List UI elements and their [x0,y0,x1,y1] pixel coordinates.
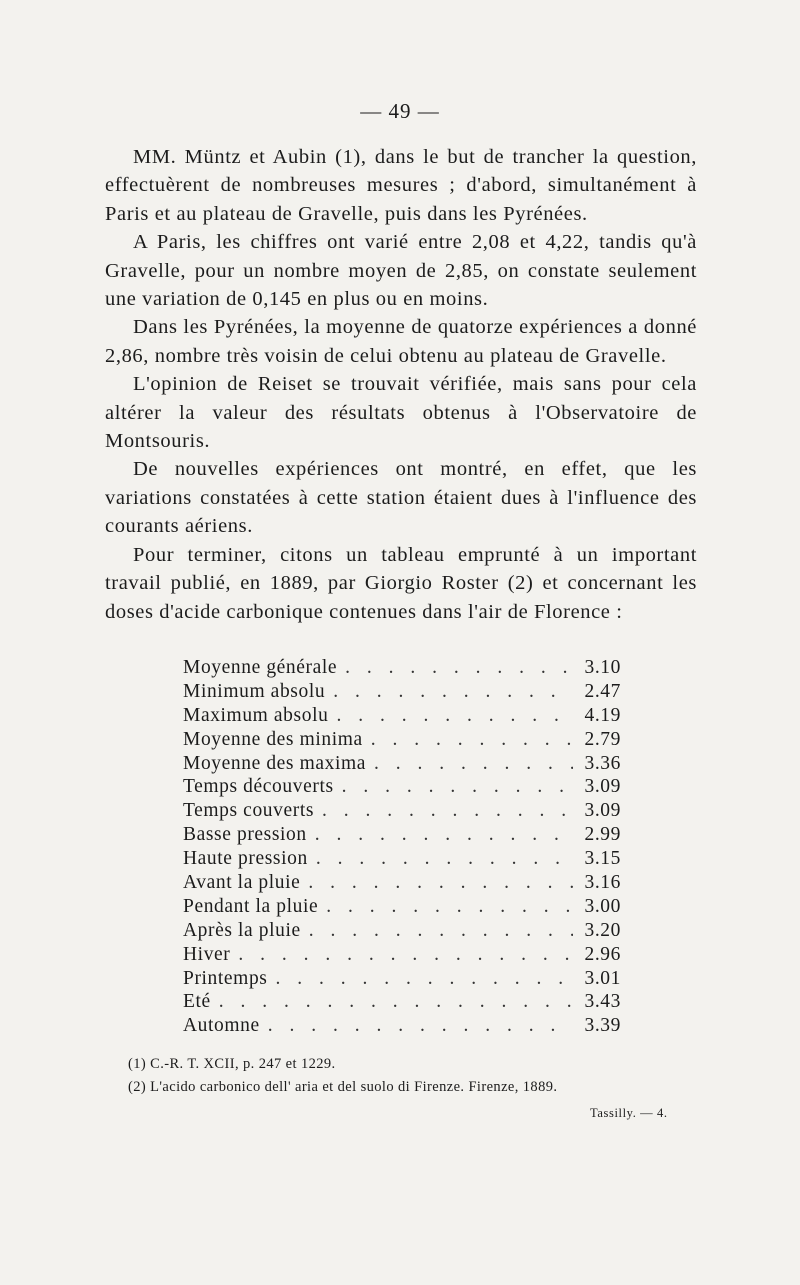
paragraph: A Paris, les chiffres ont varié entre 2,08 et 4,22, tandis qu'à Gravelle, pour un nombre moyen de 2,85, on constate seulement une variation de 0,145 en plus ou en moins. [105,231,697,311]
paragraph: Pour terminer, citons un tableau emprunté à un important travail publié, en 1889, par Giorgio Roster (2) et concernant les doses d'acide carbonique contenues dans l'air de Florence : [105,543,697,623]
row-label: Automne [183,1015,260,1037]
row-label: Haute pression [183,848,308,870]
dot-leader [238,944,573,966]
row-value: 2.99 [584,824,621,846]
footnote: (1) C.-R. T. XCII, p. 247 et 1229. [128,1056,336,1072]
dot-leader [345,657,573,679]
paragraph: De nouvelles expériences ont montré, en effet, que les variations constatées à cette station étaient dues à l'influence des courants aériens. [105,458,697,538]
paragraph: L'opinion de Reiset se trouvait vérifiée, mais sans pour cela altérer la valeur des résultats obtenus à l'Observatoire de Montsouris. [105,373,697,453]
row-label: Pendant la pluie [183,895,319,917]
table-row [183,920,621,944]
dot-leader [342,776,573,798]
dot-leader [333,681,573,703]
row-value: 2.47 [584,680,621,702]
row-value: 3.09 [584,800,621,822]
row-label: Minimum absolu [183,680,326,702]
table-row [183,1015,621,1039]
row-value: 3.43 [584,991,621,1013]
dot-leader [316,848,573,870]
printer-signature: Tassilly. — 4. [590,1106,668,1120]
row-value: 3.01 [584,967,621,989]
dot-leader [326,896,573,918]
table-row [183,896,621,920]
row-label: Avant la pluie [183,872,301,894]
table-row [183,681,621,705]
dot-leader [219,991,573,1013]
row-label: Après la pluie [183,919,301,941]
row-value: 3.09 [584,776,621,798]
dot-leader [308,872,573,894]
row-label: Temps couverts [183,800,315,822]
table-row [183,872,621,896]
row-label: Moyenne des minima [183,728,363,750]
dot-leader [309,920,573,942]
table-row [183,729,621,753]
row-value: 3.00 [584,895,621,917]
row-label: Moyenne des maxima [183,752,367,774]
table-row [183,991,621,1015]
footnotes [128,1053,668,1099]
row-value: 3.20 [584,919,621,941]
row-label: Basse pression [183,824,307,846]
table-row [183,776,621,800]
row-value: 3.36 [584,752,621,774]
paragraph: MM. Müntz et Aubin (1), dans le but de trancher la question, effectuèrent de nombreuses mesures ; d'abord, simultanément à Paris et au plateau de Gravelle, puis dans les Pyrénées. [105,146,697,225]
table-row [183,968,621,992]
co2-table [183,657,621,1039]
page-number: — 49 — [360,99,440,123]
dot-leader [371,729,573,751]
row-value: 4.19 [584,704,621,726]
dot-leader [322,800,573,822]
row-label: Hiver [183,943,231,965]
dot-leader [268,1015,573,1037]
table-row [183,800,621,824]
row-value: 3.10 [584,657,621,678]
dot-leader [315,824,573,846]
row-value: 3.16 [584,872,621,894]
table-row [183,848,621,872]
footnote: (2) L'acido carbonico dell' aria et del suolo di Firenze. Firenze, 1889. [128,1079,558,1095]
row-label: Eté [183,991,211,1013]
dot-leader [336,705,573,727]
table-row [183,705,621,729]
table-row [183,824,621,848]
paragraph: Dans les Pyrénées, la moyenne de quatorze expériences a donné 2,86, nombre très voisin de celui obtenu au plateau de Gravelle. [105,316,697,367]
dot-leader [374,753,573,775]
row-value: 2.96 [584,943,621,965]
row-label: Temps découverts [183,776,334,798]
table-row [183,753,621,777]
row-value: 3.39 [584,1015,621,1037]
table-row [183,944,621,968]
row-value: 3.15 [584,848,621,870]
row-value: 2.79 [584,728,621,750]
row-label: Maximum absolu [183,704,329,726]
table-row [183,657,621,681]
row-label: Printemps [183,967,268,989]
dot-leader [276,968,574,990]
body-text [105,143,697,626]
row-label: Moyenne générale [183,657,338,678]
